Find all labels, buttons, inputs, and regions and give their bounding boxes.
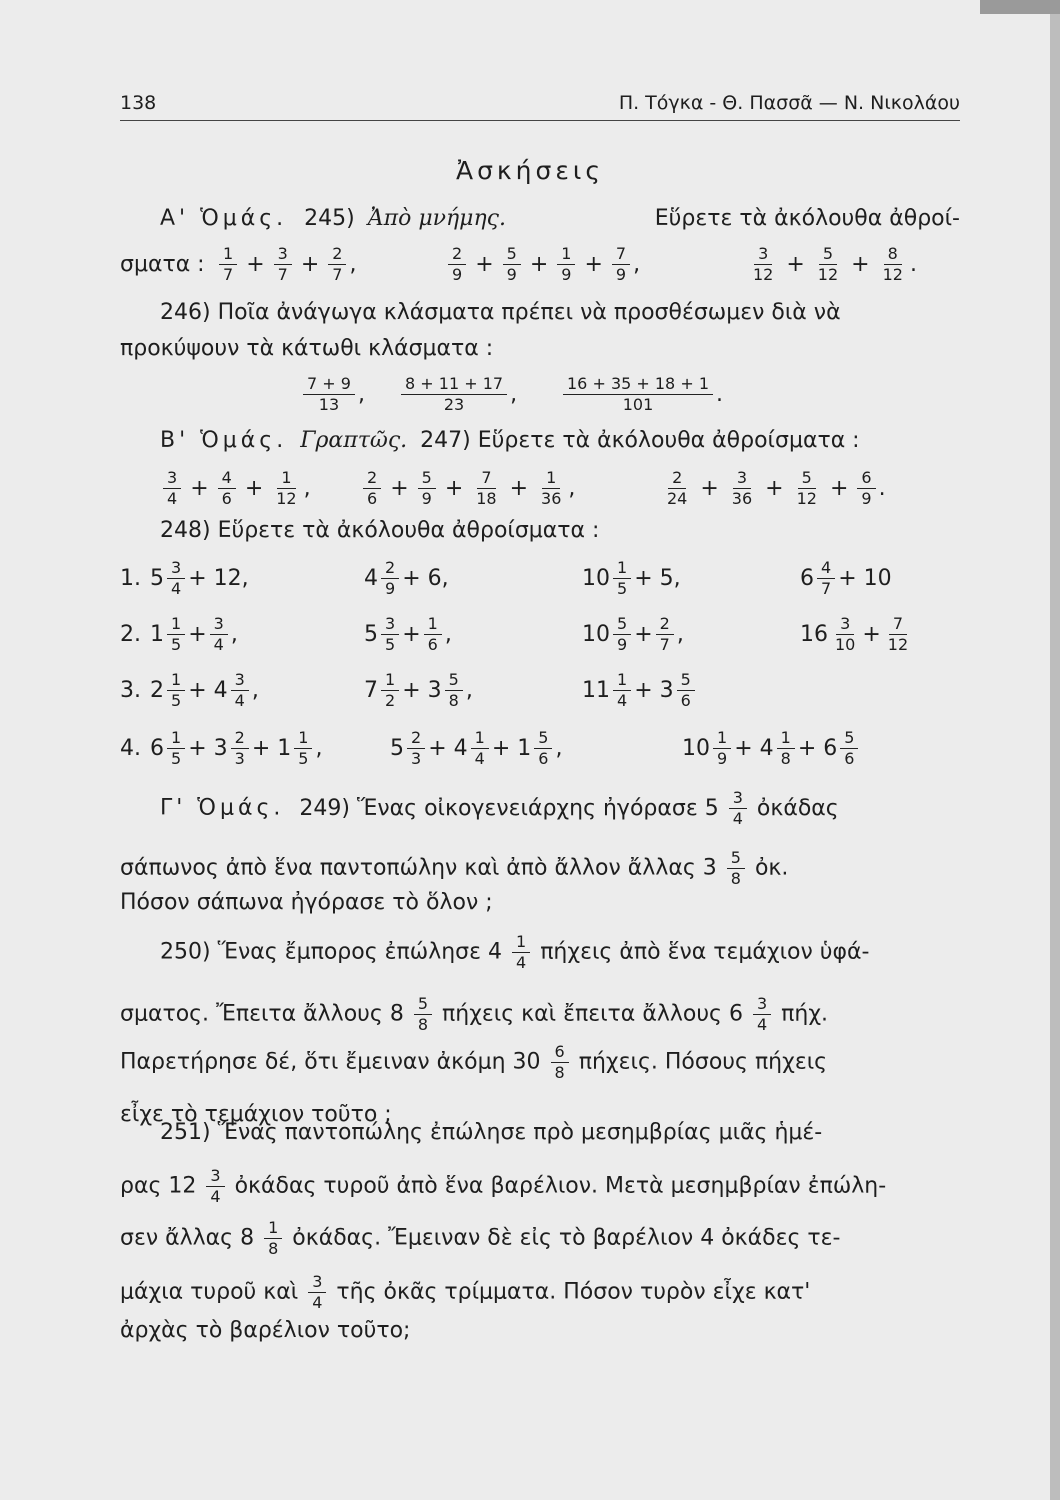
fraction: $\frac{2}{9}$ [448, 244, 466, 285]
ex248-item: 5 $\frac{3}{4}$ + 12, [150, 557, 249, 598]
ex248-item: 6 $\frac{1}{5}$ + 3 $\frac{2}{3}$ + 1 $\frac{1}{5}$ , [150, 727, 323, 768]
fraction: $\frac{2}{6}$ [363, 468, 381, 509]
fraction: $\frac{7}{12}$ [887, 613, 909, 654]
fraction: $\frac{2}{24}$ [667, 467, 688, 508]
header-rule [120, 120, 960, 121]
fraction: $\frac{5}{6}$ [677, 670, 695, 711]
fraction: $\frac{4}{7}$ [817, 558, 835, 599]
ex246-line1: 246) Ποῖα ἀνάγωγα κλάσματα πρέπει νὰ προσθέσωμεν διὰ νὰ [160, 300, 841, 325]
header-authors: Π. Τόγκα - Θ. Πασσᾶ — Ν. Νικολάου [618, 92, 960, 114]
ex248-item: 10 $\frac{5}{9}$ + $\frac{2}{7}$ , [582, 613, 684, 654]
fraction: $\frac{5}{9}$ [613, 614, 631, 655]
p249-line2: σάπωνος ἀπὸ ἕνα παντοπώλην καὶ ἀπὸ ἄλλον ἄλλας 3 $\frac{5}{8}$ ὀκ. [120, 848, 789, 888]
fraction: $\frac{1}{5}$ [167, 614, 185, 655]
ex248-item: 10 $\frac{1}{9}$ + 4 $\frac{1}{8}$ + 6 $\frac{5}{6}$ [682, 718, 861, 778]
ex245-text: Εὕρετε τὰ ἀκόλουθα ἀθροί- [654, 206, 960, 231]
fraction: $\frac{3}{4}$ [163, 468, 181, 509]
section-title: Ἀσκήσεις [455, 156, 604, 185]
fraction: $\frac{6}{8}$ [551, 1042, 569, 1083]
fraction: $\frac{5}{8}$ [445, 670, 463, 711]
fraction: $\frac{1}{9}$ [713, 728, 731, 769]
fraction: $\frac{3}{4}$ [729, 788, 747, 829]
ex248-row-number: 1. [120, 565, 141, 591]
ex248-item: 11 $\frac{1}{4}$ + 3 $\frac{5}{6}$ [582, 660, 698, 720]
p251-line3: σεν ἄλλας 8 $\frac{1}{8}$ ὀκάδας. Ἔμειναν δὲ εἰς τὸ βαρέλιον 4 ὀκάδες τε- [120, 1218, 841, 1258]
group-c-label: Γ' Ὁμάς. [160, 795, 285, 821]
ex245-cont: σματα : [120, 251, 205, 277]
fraction: $\frac{2}{9}$ [381, 558, 399, 599]
group-b-mode: Γραπτῶς. [300, 428, 408, 453]
fraction: $\frac{3}{4}$ [210, 614, 228, 655]
p251-line5: ἀρχὰς τὸ βαρέλιον τοῦτο; [120, 1318, 411, 1343]
p251-line1: 251) Ἕνας παντοπώλης ἐπώλησε πρὸ μεσημβρίας μιᾶς ἡμέ- [160, 1120, 823, 1145]
fraction: $\frac{2}{3}$ [231, 728, 249, 769]
page-edge-shadow [1050, 0, 1060, 1500]
fraction: $\frac{2}{7}$ [656, 614, 674, 655]
ex248-item: 6 $\frac{4}{7}$ + 10 [800, 557, 892, 598]
ex245-number: 245) [304, 206, 355, 231]
frac-246-b-num: 8 + 11 + 17 [401, 374, 507, 395]
ex248-item: 5 $\frac{2}{3}$ + 4 $\frac{1}{4}$ + 1 $\frac{5}{6}$ , [390, 727, 563, 768]
fraction: $\frac{1}{4}$ [512, 932, 530, 973]
fracs-246-row [300, 364, 960, 424]
fraction: $\frac{1}{36}$ [541, 467, 562, 508]
fraction: $\frac{3}{5}$ [381, 614, 399, 655]
sum-245-label [120, 234, 205, 294]
group-b-line [160, 428, 960, 462]
fraction: $\frac{1}{5}$ [613, 558, 631, 599]
fraction: $\frac{1}{5}$ [294, 728, 312, 769]
p251-line4: μάχια τυροῦ καὶ $\frac{3}{4}$ τῆς ὀκᾶς τρίμματα. Πόσον τυρὸν εἶχε κατ' [120, 1272, 811, 1312]
ex245-mode: Ἀπὸ μνήμης. [367, 206, 506, 231]
fraction: $\frac{4}{6}$ [218, 468, 236, 509]
fraction: $\frac{1}{5}$ [167, 670, 185, 711]
running-header [120, 92, 960, 122]
p249-line3: Πόσον σάπωνα ἠγόρασε τὸ ὅλον ; [120, 890, 493, 915]
ex248-row [120, 604, 960, 664]
frac-246-a-num: 7 + 9 [303, 374, 355, 395]
frac-246-a-den: 13 [318, 394, 340, 414]
fraction: $\frac{3}{4}$ [206, 1166, 224, 1207]
fraction: $\frac{1}{6}$ [424, 614, 442, 655]
page-number: 138 [120, 92, 157, 114]
sum-247-a: $\frac{3}{4}$ + $\frac{4}{6}$ + $\frac{1}{12}$ , [160, 458, 311, 518]
sum-247-b: $\frac{2}{6}$ + $\frac{5}{9}$ + $\frac{7}{18}$ + $\frac{1}{36}$ , [360, 458, 575, 518]
p250-line4: εἶχε τὸ τεμάχιον τοῦτο ; [120, 1102, 392, 1127]
frac-246-b-den: 23 [443, 394, 465, 414]
page-corner-shadow [980, 0, 1060, 14]
group-b-label: Β' Ὁμάς. [160, 428, 288, 453]
ex248-row-number: 3. [120, 677, 141, 703]
fraction: $\frac{6}{9}$ [857, 468, 875, 509]
group-a-label: Α' Ὁμάς. [160, 206, 288, 231]
frac-246-c-num: 16 + 35 + 18 + 1 [563, 374, 713, 395]
fraction: $\frac{1}{5}$ [167, 728, 185, 769]
frac-246-b: $\frac{8 + 11 + 17}{23}$ , [398, 364, 517, 424]
fraction: $\frac{5}{6}$ [840, 728, 858, 769]
fraction: $\frac{3}{7}$ [274, 244, 292, 285]
frac-246-a: $\frac{7 + 9}{13}$ , [300, 364, 365, 424]
fraction: $\frac{5}{12}$ [796, 467, 817, 508]
ex248-item: 5 $\frac{3}{5}$ + $\frac{1}{6}$ , [364, 613, 452, 654]
ex248-row-number: 2. [120, 621, 141, 647]
fraction: $\frac{3}{4}$ [167, 558, 185, 599]
fraction: $\frac{5}{8}$ [414, 994, 432, 1035]
fraction: $\frac{3}{4}$ [231, 670, 249, 711]
sums-245-row [120, 234, 960, 294]
fraction: $\frac{2}{7}$ [328, 244, 346, 285]
p250-line3: Παρετήρησε δέ, ὅτι ἔμειναν ἀκόμη 30 $\frac{6}{8}$ πήχεις. Πόσους πήχεις [120, 1042, 828, 1082]
p249-l1: 249) Ἕνας οἰκογενειάρχης ἠγόρασε 5 $\frac{3}{4}$ ὀκάδας [299, 788, 839, 828]
fraction: $\frac{3}{4}$ [308, 1272, 326, 1313]
ex248-item: 7 $\frac{1}{2}$ + 3 $\frac{5}{8}$ , [364, 669, 473, 710]
fraction: $\frac{5}{9}$ [503, 244, 521, 285]
ex248-item: 16 $\frac{3}{10}$ + $\frac{7}{12}$ [800, 604, 915, 664]
fraction: $\frac{1}{7}$ [219, 244, 237, 285]
ex248-item: 10 $\frac{1}{5}$ + 5, [582, 557, 681, 598]
fraction: $\frac{5}{12}$ [817, 243, 839, 284]
frac-246-c: $\frac{16 + 35 + 18 + 1}{101}$ . [560, 364, 723, 424]
fraction: $\frac{5}{8}$ [727, 848, 745, 889]
sum-245-a: $\frac{1}{7}$ + $\frac{3}{7}$ + $\frac{2}{7}$ , [216, 234, 356, 294]
fraction: $\frac{1}{8}$ [264, 1218, 282, 1259]
fraction: $\frac{8}{12}$ [882, 243, 903, 284]
fraction: $\frac{3}{36}$ [731, 467, 753, 508]
fraction: $\frac{7}{18}$ [476, 467, 497, 508]
fraction: $\frac{1}{9}$ [557, 244, 575, 285]
fraction: $\frac{5}{6}$ [534, 728, 552, 769]
p250-line1: 250) Ἕνας ἔμπορος ἐπώλησε 4 $\frac{1}{4}$ πήχεις ἀπὸ ἕνα τεμάχιον ὑφά- [160, 932, 870, 972]
ex247-text: 247) Εὕρετε τὰ ἀκόλουθα ἀθροίσματα : [420, 428, 860, 453]
fraction: $\frac{1}{8}$ [777, 728, 795, 769]
ex246-line2: προκύψουν τὰ κάτωθι κλάσματα : [120, 336, 494, 361]
fraction: $\frac{2}{3}$ [407, 728, 425, 769]
fraction: $\frac{7}{9}$ [612, 244, 630, 285]
frac-246-c-den: 101 [622, 394, 654, 414]
p250-line2: σματος. Ἔπειτα ἄλλους 8 $\frac{5}{8}$ πήχεις καὶ ἔπειτα ἄλλους 6 $\frac{3}{4}$ πήχ. [120, 994, 829, 1034]
ex248-row [120, 718, 960, 778]
sum-245-b: $\frac{2}{9}$ + $\frac{5}{9}$ + $\frac{1}{9}$ + $\frac{7}{9}$ , [445, 234, 640, 294]
fraction: $\frac{1}{4}$ [613, 670, 631, 711]
ex248-item: 4 $\frac{2}{9}$ + 6, [364, 557, 449, 598]
fraction: $\frac{1}{2}$ [381, 670, 399, 711]
fraction: $\frac{1}{4}$ [471, 728, 489, 769]
p251-line2: ρας 12 $\frac{3}{4}$ ὀκάδας τυροῦ ἀπὸ ἕνα βαρέλιον. Μετὰ μεσημβρίαν ἐπώλη- [120, 1166, 887, 1206]
sums-247-row [160, 458, 960, 518]
ex248-item: 2 $\frac{1}{5}$ + 4 $\frac{3}{4}$ , [150, 669, 259, 710]
fraction: $\frac{3}{12}$ [753, 243, 774, 284]
fraction: $\frac{3}{10}$ [835, 613, 856, 654]
ex248-row [120, 548, 960, 608]
ex248-row-number: 4. [120, 735, 141, 761]
ex248-line: 248) Εὕρετε τὰ ἀκόλουθα ἀθροίσματα : [160, 518, 600, 543]
fraction: $\frac{1}{12}$ [276, 467, 297, 508]
fraction: $\frac{3}{4}$ [753, 994, 771, 1035]
ex248-item: 1 $\frac{1}{5}$ + $\frac{3}{4}$ , [150, 613, 238, 654]
sum-247-c: $\frac{2}{24}$ + $\frac{3}{36}$ + $\frac{5}{12}$ + $\frac{6}{9}$ . [660, 458, 886, 518]
sum-245-c: $\frac{3}{12}$ + $\frac{5}{12}$ + $\frac{8}{12}$ . [746, 234, 917, 294]
ex248-row [120, 660, 960, 720]
fraction: $\frac{5}{9}$ [418, 468, 436, 509]
p249-line1 [160, 788, 960, 828]
